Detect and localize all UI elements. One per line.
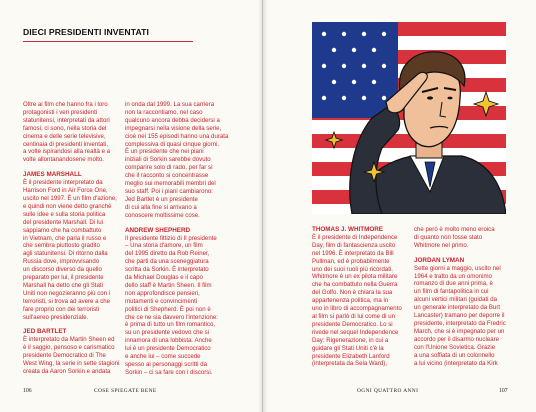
text-line: meglio sui memorabili membri del xyxy=(125,180,216,188)
text-line: romanzo di due anni prima, è xyxy=(414,280,493,288)
text-line: di quanto non fosse stato xyxy=(414,233,483,241)
text-line: è prima di tutto un film romantico, xyxy=(125,321,216,329)
text-line: non la raccontiamo, nel caso xyxy=(125,108,203,116)
text-line: innamora di una lobbista. Anche xyxy=(125,337,212,345)
text-line: cinema e delle serie televisive, xyxy=(23,132,106,140)
text-line: è il saggio, pensoso e carismatico xyxy=(23,344,115,352)
text-line: È il presidente di Independence xyxy=(312,233,398,241)
text-line: qualcuno ancora debba decidersi a xyxy=(125,116,220,124)
text-line: scritta da Sorkin. È interpretato xyxy=(125,266,209,274)
text-line: presidente Democratico. Lo si xyxy=(312,320,393,328)
text-line: di cui alla fine si arrivano a xyxy=(125,203,197,211)
text-line: del presidente Marshall. Di lui xyxy=(23,218,103,226)
text-line: (interpretata da Sela Ward), xyxy=(312,360,387,368)
text-line: che ce ne sia davvero l'intenzione: xyxy=(125,313,218,321)
text-line: iniziali di Sorkin sarebbe dovuto xyxy=(125,156,211,164)
running-head-left: COSE SPIEGATE BENE xyxy=(94,388,157,394)
text-line: e anche lui – come succede xyxy=(125,353,201,361)
text-line: Lancaster) tramano per deporre il xyxy=(414,312,505,320)
text-line: sull'aereo presidenziale. xyxy=(23,313,89,321)
text-line: Oltre ai film che hanno fra i loro xyxy=(23,101,108,108)
text-line: del Golfo. Non è chiara la sua xyxy=(312,289,393,297)
text-line: Whitmore è un ex pilota militare xyxy=(312,273,398,281)
text-line: al film si parlò di lui come di un xyxy=(312,312,395,320)
text-line: un generale interpretato da Burt xyxy=(414,304,501,312)
text-line: che ha combattuto nella Guerra xyxy=(312,281,398,289)
text-line: politici di Shepherd. È poi non è xyxy=(125,305,211,313)
text-line: lui è un presidente Democratico xyxy=(125,345,211,353)
section-heading-lyman: JORDAN LYMAN xyxy=(414,256,465,264)
text-line: È interpretato da Martin Sheen ed xyxy=(23,336,115,344)
text-line: che parti da una sceneggiatura xyxy=(125,258,209,266)
text-line: a una soffiata di un colonnello xyxy=(414,351,495,359)
text-line: uno in libro di accompagnamento xyxy=(312,305,402,313)
page-number-right: 107 xyxy=(499,388,508,394)
running-head-right: OGNI QUATTRO ANNI xyxy=(357,388,419,394)
text-line: alcuni vertici militari (guidati da xyxy=(414,296,497,304)
book-gutter xyxy=(258,0,268,412)
text-line: Sette giorni a maggio, uscito nel xyxy=(414,264,501,272)
text-line: in onda dal 1999. La sua carriera xyxy=(125,101,215,108)
text-line: Uniti non negozieranno più con i xyxy=(23,289,111,297)
text-line: nel 1996. È interpretato da Bill xyxy=(312,249,394,257)
text-line: in Vietnam, che parla il russo e xyxy=(23,234,107,242)
text-line: March, che si è impegnato per un xyxy=(414,327,505,335)
text-line: a volte ispirandosi alla realtà e a xyxy=(23,148,111,156)
text-line: Russia dove, improvvisando xyxy=(23,258,100,266)
text-line: Marshall ha detto che gli Stati xyxy=(23,281,103,289)
text-line: dello staff è Martin Sheen. Il film xyxy=(125,281,212,289)
text-line: famosi, ci sono, nella storia del xyxy=(23,124,107,132)
bartlet-continued xyxy=(125,101,250,220)
text-line: presidente, interpretato da Fredric xyxy=(414,319,506,327)
flag-canton xyxy=(312,22,398,118)
text-line: mutamenti e convincimenti xyxy=(125,297,198,305)
text-line: suo staff. Poi i piani cambiarono: xyxy=(125,187,213,195)
whitmore-continued xyxy=(414,226,526,250)
text-line: Whitmore nel primo. xyxy=(414,241,469,249)
text-line: che sembra piuttosto gradito xyxy=(23,242,100,250)
whitmore-paragraph xyxy=(312,234,412,368)
text-line: spesso ai personaggi scritti da xyxy=(125,361,207,368)
saluting-president-with-flag-illustration xyxy=(312,22,506,214)
text-line: – Una storia d'amore, un film xyxy=(125,242,203,250)
text-line: impegnarsi nella visione della serie, xyxy=(125,124,222,132)
text-line: Sorkin – ci sa fare con i discorsi. xyxy=(125,368,213,376)
text-line: complessiva di quasi cinque giorni. xyxy=(125,140,220,148)
text-line: che però è molto meno eroica xyxy=(414,226,495,233)
page-title: DIECI PRESIDENTI INVENTATI xyxy=(23,27,149,37)
text-line: un film di fantapolitica in cui xyxy=(414,288,489,296)
text-line: con l'Unione Sovietica. Grazie xyxy=(414,343,496,351)
text-line: 1964 e tratto da un omonimo xyxy=(414,272,492,280)
text-line: comparire solo di rado, per far sì xyxy=(125,164,213,172)
section-heading-shepherd: ANDREW SHEPHERD xyxy=(125,226,191,234)
text-line: centinaia di presidenti inventati, xyxy=(23,140,109,148)
text-line: da Michael Douglas e il capo xyxy=(125,274,203,282)
text-line: appartenenza politica, ma in xyxy=(312,297,389,305)
marshall-paragraph xyxy=(23,179,131,321)
intro-paragraph xyxy=(23,101,131,164)
text-line: guidare gli Stati Uniti c'è la xyxy=(312,344,384,352)
column-3 xyxy=(312,226,412,368)
text-line: West Wing, la serie in sette stagioni xyxy=(23,360,120,368)
text-line: del 1995 diretto da Rob Reiner, xyxy=(125,250,210,258)
text-line: a lui vicino (interpretato da Kirk xyxy=(414,359,498,367)
text-line: È il presidente interpretato da xyxy=(23,179,103,187)
text-line: presidente Democratico di The xyxy=(23,352,106,360)
section-heading-marshall: JAMES MARSHALL xyxy=(23,171,82,179)
shepherd-paragraph xyxy=(125,235,250,377)
text-line: terroristi, si trova ad avere a che xyxy=(23,297,111,305)
text-line: sappiamo che ha combattuto xyxy=(23,226,102,234)
text-line: Day, film di fantascienza uscito xyxy=(312,241,396,249)
text-line: conoscere moltissime cose. xyxy=(125,211,200,219)
column-1 xyxy=(23,101,131,376)
text-line: protagonisti i veri presidenti xyxy=(23,108,98,116)
text-line: e quindi non viene detto granché xyxy=(23,202,112,210)
column-2 xyxy=(125,101,250,377)
text-line: preparato per lui, il presidente xyxy=(23,274,104,282)
text-line: Harrison Ford in Air Force One, xyxy=(23,187,108,195)
text-line: volte allontanandosene molto. xyxy=(23,156,104,164)
text-line: uscito nel 1997. È un film d'azione, xyxy=(23,194,117,202)
section-heading-bartlet: JED BARTLET xyxy=(23,328,67,336)
column-4 xyxy=(414,226,526,367)
bartlet-paragraph xyxy=(23,336,131,376)
lyman-paragraph xyxy=(414,265,526,368)
text-line: Il presidente fittizio di Il presidente xyxy=(125,234,217,242)
text-line: sulle idee e sulla storia politica xyxy=(23,210,106,218)
text-line: agli statunitensi. Di ritorno dalla xyxy=(23,250,108,258)
text-line: su un presidente vedovo che si xyxy=(125,329,210,337)
section-heading-whitmore: THOMAS J. WHITMORE xyxy=(312,226,384,233)
text-line: che il racconto si concentrasse xyxy=(125,172,209,180)
text-line: statunitensi, interpretati da attori xyxy=(23,116,110,124)
text-line: presidente Elizabeth Lanford xyxy=(312,352,390,360)
text-line: accordo per il disarmo nucleare xyxy=(414,335,500,343)
text-line: fare proprio con dei terroristi xyxy=(23,305,100,313)
title-rule xyxy=(23,41,193,42)
text-line: non approfondisce pensieri, xyxy=(125,289,200,297)
text-line: rivede nel sequel Independence xyxy=(312,328,399,336)
text-line: uno dei suoi ruoli più ricordati. xyxy=(312,265,393,273)
text-line: cioè nei 155 episodi hanno una durata xyxy=(125,132,229,140)
text-line: Day: Rigenerazione, in cui a xyxy=(312,336,389,344)
text-line: Pullman, ed è probabilmente xyxy=(312,257,390,265)
text-line: Jed Bartlet è un presidente xyxy=(125,195,198,203)
text-line: creata da Aaron Sorkin e andata xyxy=(23,368,111,375)
text-line: È un presidente che nei piani xyxy=(125,148,204,156)
text-line: un discorso diverso da quello xyxy=(23,266,102,274)
page-number-left: 106 xyxy=(23,388,32,394)
